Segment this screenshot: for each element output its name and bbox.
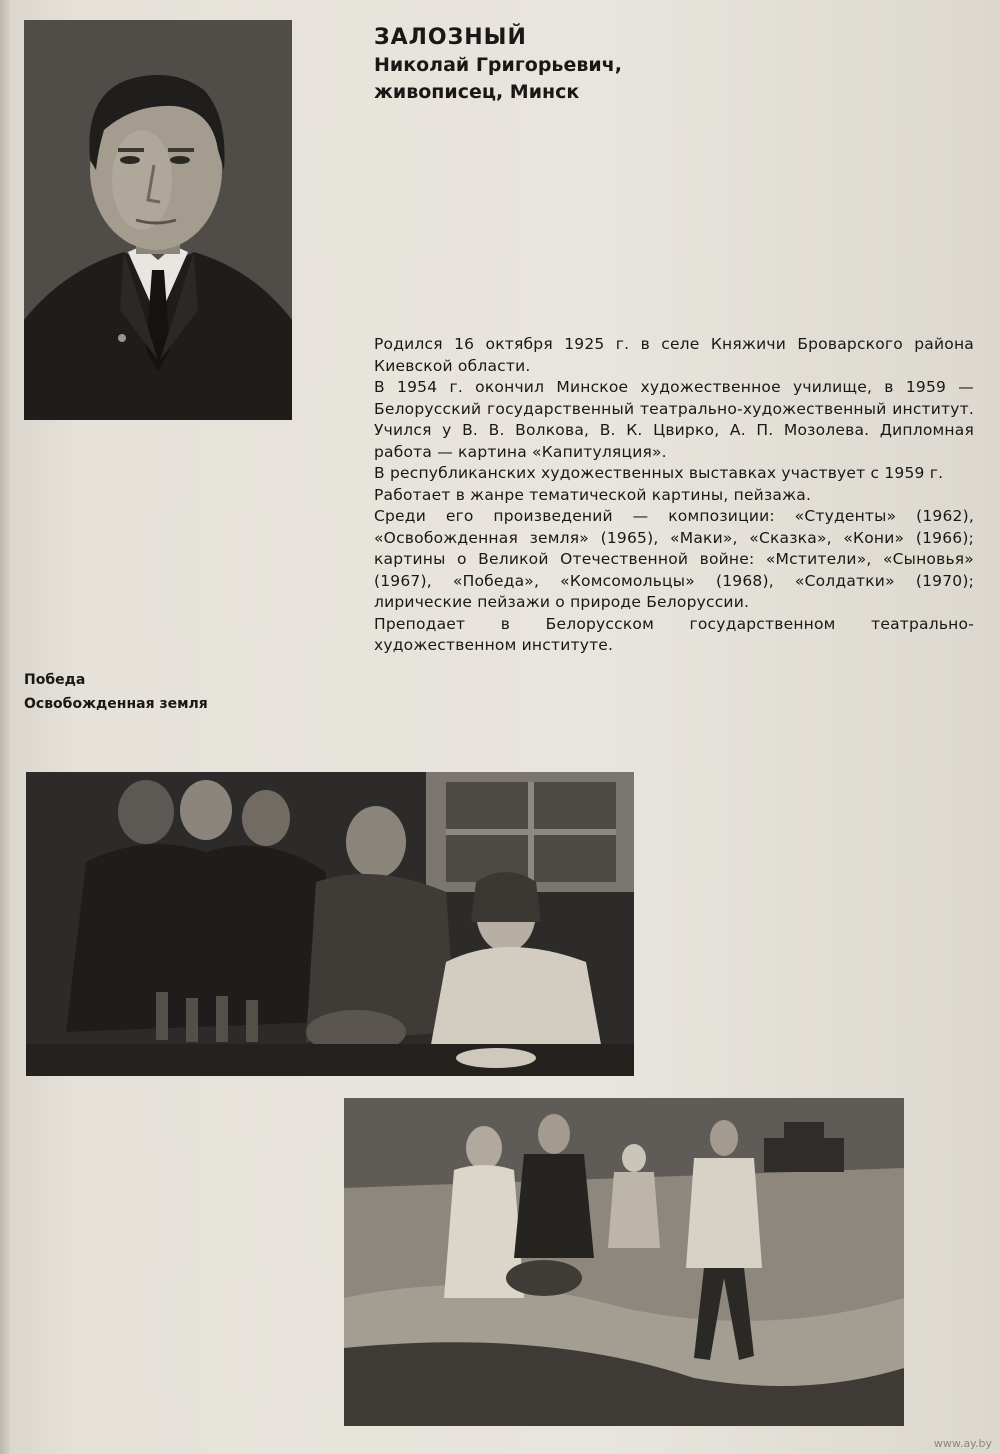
painting-captions (24, 668, 208, 716)
bio-paragraph: Преподает в Белорусском государственном театрально-художественном институте. (374, 614, 974, 654)
painting-pobeda (26, 772, 634, 1076)
bio-paragraph: Работает в жанре тематической картины, пейзажа. (374, 485, 812, 504)
artist-surname: ЗАЛОЗНЫЙ (374, 25, 527, 50)
painting-osvobozhdennaya-zemlya (344, 1098, 904, 1426)
bio-paragraph: Родился 16 октября 1925 г. в селе Княжичи Броварского района Киевской области. (374, 335, 974, 375)
caption-osvobozhdennaya-zemlya: Освобожденная земля (24, 696, 208, 712)
artist-portrait-photo (24, 20, 292, 420)
watermark: www.ay.by (933, 1437, 992, 1450)
bio-paragraph: Среди его произведений — композиции: «Студенты» (1962), «Освобожденная земля» (1965), «Маки», «Сказка», «Кони» (1966); картины о Великой Отечественной войне: «Мстители», «Сыновья» (1967), «Победа», «Комсомольцы» (1968), «Солдатки» (1970); лирические пейзажи о природе Белоруссии. (374, 507, 974, 611)
artist-header (374, 24, 622, 106)
biography (374, 334, 974, 657)
artist-full-name: Николай Григорьевич, (374, 54, 622, 76)
bio-paragraph: В республиканских художественных выставках участвует с 1959 г. (374, 464, 944, 482)
caption-pobeda: Победа (24, 672, 86, 688)
bio-paragraph: В 1954 г. окончил Минское художественное училище, в 1959 — Белорусский государственный театрально-художественный институт. Учился у В. В. Волкова, В. К. Цвирко, А. П. Мозолева. Дипломная работа — картина «Капитуляция». (374, 378, 974, 461)
artist-role-city: живописец, Минск (374, 81, 580, 103)
page-gutter (0, 0, 10, 1454)
